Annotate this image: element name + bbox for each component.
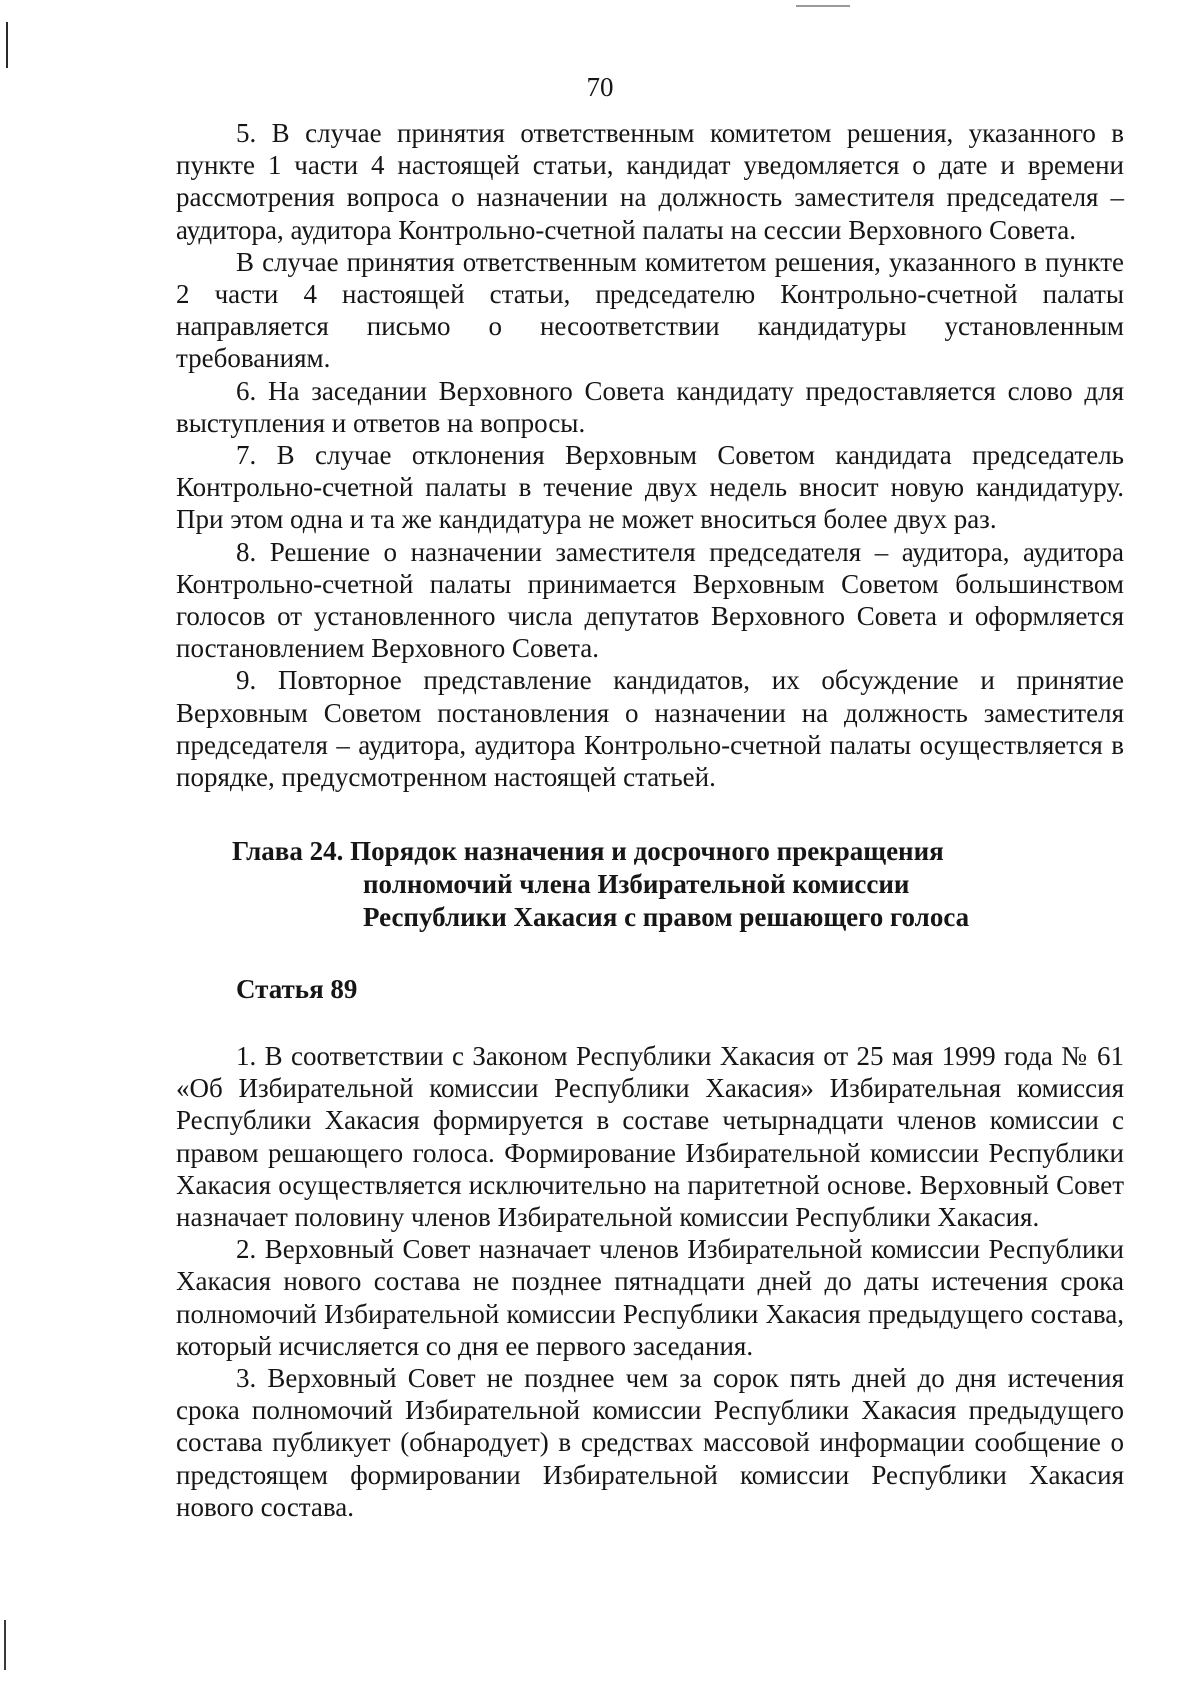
article-paragraph-3: 3. Верховный Совет не позднее чем за сорок пять дней до дня истечения срока полномочий Избирательной комиссии Республики Хакасия предыдущего состава публикует (обнародует) в средствах массовой информации сообщение о предстоящем формировании Избирательной комиссии Республики Хакасия нового состава.	[176, 1363, 1124, 1522]
chapter-heading	[232, 835, 1132, 934]
chapter-heading-line-2: полномочий члена Избирательной комиссии	[363, 869, 910, 899]
paragraph-7: 7. В случае отклонения Верховным Советом кандидата председатель Контрольно-счетной палаты в течение двух недель вносит новую кандидатуру. При этом одна и та же кандидатура не может вноситься более двух раз.	[176, 440, 1124, 535]
article-paragraph-1: 1. В соответствии с Законом Республики Хакасия от 25 мая 1999 года № 61 «Об Избирательной комиссии Республики Хакасия» Избирательная комиссия Республики Хакасия формируется в составе четырнадцати членов комиссии с правом решающего голоса. Формирование Избирательной комиссии Республики Хакасия осуществляется исключительно на паритетной основе. Верховный Совет назначает половину членов Избирательной комиссии Республики Хакасия.	[176, 1041, 1124, 1233]
paragraph-5: 5. В случае принятия ответственным комитетом решения, указанного в пункте 1 части 4 настоящей статьи, кандидат уведомляется о дате и времени рассмотрения вопроса о назначении на должность заместителя председателя – аудитора, аудитора Контрольно-счетной палаты на сессии Верховного Совета.	[176, 118, 1124, 245]
scan-artifact-top	[796, 5, 850, 7]
paragraph-6: 6. На заседании Верховного Совета кандидату предоставляется слово для выступления и ответов на вопросы.	[176, 375, 1124, 438]
paragraph-8: 8. Решение о назначении заместителя председателя – аудитора, аудитора Контрольно-счетной палаты принимается Верховным Советом большинством голосов от установленного числа депутатов Верховного Совета и оформляется постановлением Верховного Совета.	[176, 536, 1124, 664]
scan-artifact-left-top	[6, 22, 8, 68]
article-title: Статья 89	[236, 974, 358, 1004]
chapter-heading-line-1: Глава 24. Порядок назначения и досрочного прекращения	[232, 836, 944, 866]
article-89-body	[176, 1040, 1124, 1523]
paragraph-9: 9. Повторное представление кандидатов, их обсуждение и принятие Верховным Советом постановления о назначении на должность заместителя председателя – аудитора, аудитора Контрольно-счетной палаты осуществляется в порядке, предусмотренном настоящей статьей.	[176, 665, 1124, 793]
section-top	[176, 117, 1124, 793]
article-paragraph-2: 2. Верховный Совет назначает членов Избирательной комиссии Республики Хакасия нового состава не позднее пятнадцати дней до даты истечения срока полномочий Избирательной комиссии Республики Хакасия предыдущего состава, который исчисляется со дня ее первого заседания.	[176, 1234, 1124, 1361]
chapter-heading-line-3: Республики Хакасия с правом решающего голоса	[363, 902, 970, 932]
scan-artifact-left-bottom	[4, 1620, 6, 1670]
page-number: 70	[586, 72, 614, 102]
paragraph-5-cont: В случае принятия ответственным комитетом решения, указанного в пункте 2 части 4 настоящей статьи, председателю Контрольно-счетной палаты направляется письмо о несоответствии кандидатуры установленным требованиям.	[176, 246, 1124, 374]
